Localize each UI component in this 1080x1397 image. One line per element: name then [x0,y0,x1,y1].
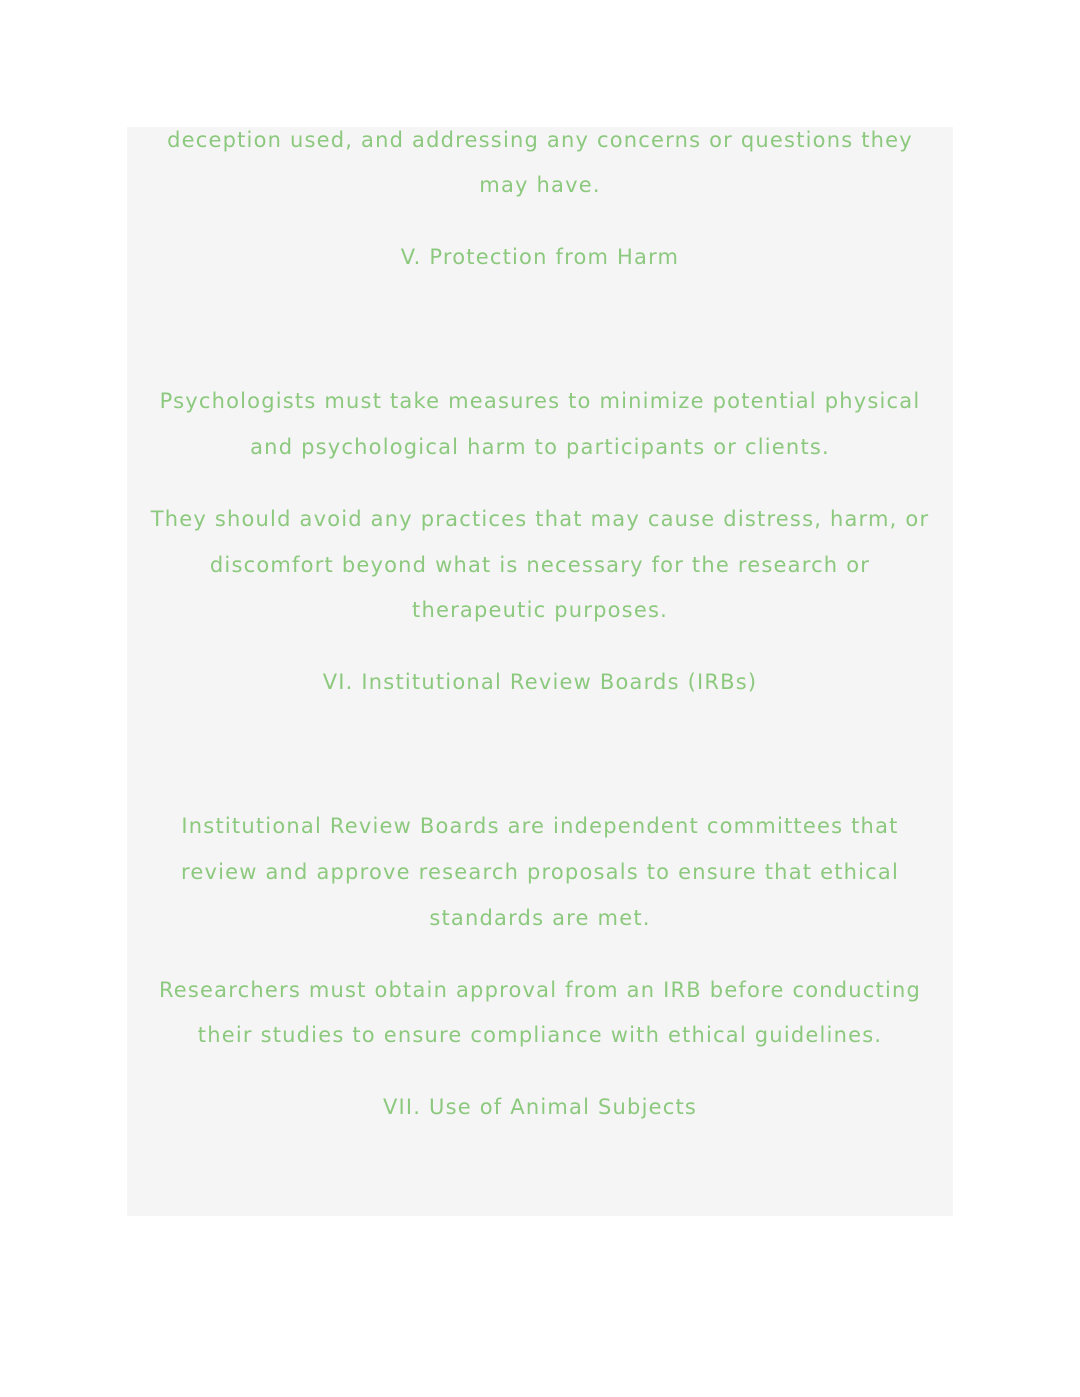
section-heading: VII. Use of Animal Subjects [382,1095,698,1119]
paragraph-line: standards are met. [429,906,651,930]
section-heading: VI. Institutional Review Boards (IRBs) [322,670,758,694]
paragraph-line: may have. [479,173,601,197]
paragraph-line: They should avoid any practices that may cause distress, harm, or [150,507,930,531]
section-heading: V. Protection from Harm [400,245,680,269]
paragraph-line: therapeutic purposes. [412,598,668,622]
paragraph-line: Psychologists must take measures to minimize potential physical [159,389,921,413]
paragraph-line: their studies to ensure compliance with ethical guidelines. [197,1023,883,1047]
paragraph-line: Researchers must obtain approval from an IRB before conducting [158,978,922,1002]
paragraph-line: discomfort beyond what is necessary for the research or [209,553,871,577]
paragraph-line: and psychological harm to participants or clients. [250,435,830,459]
paragraph-line: Institutional Review Boards are independent committees that [181,814,899,838]
paragraph-line: deception used, and addressing any concerns or questions they [167,128,913,152]
paragraph-line: review and approve research proposals to ensure that ethical [180,860,900,884]
